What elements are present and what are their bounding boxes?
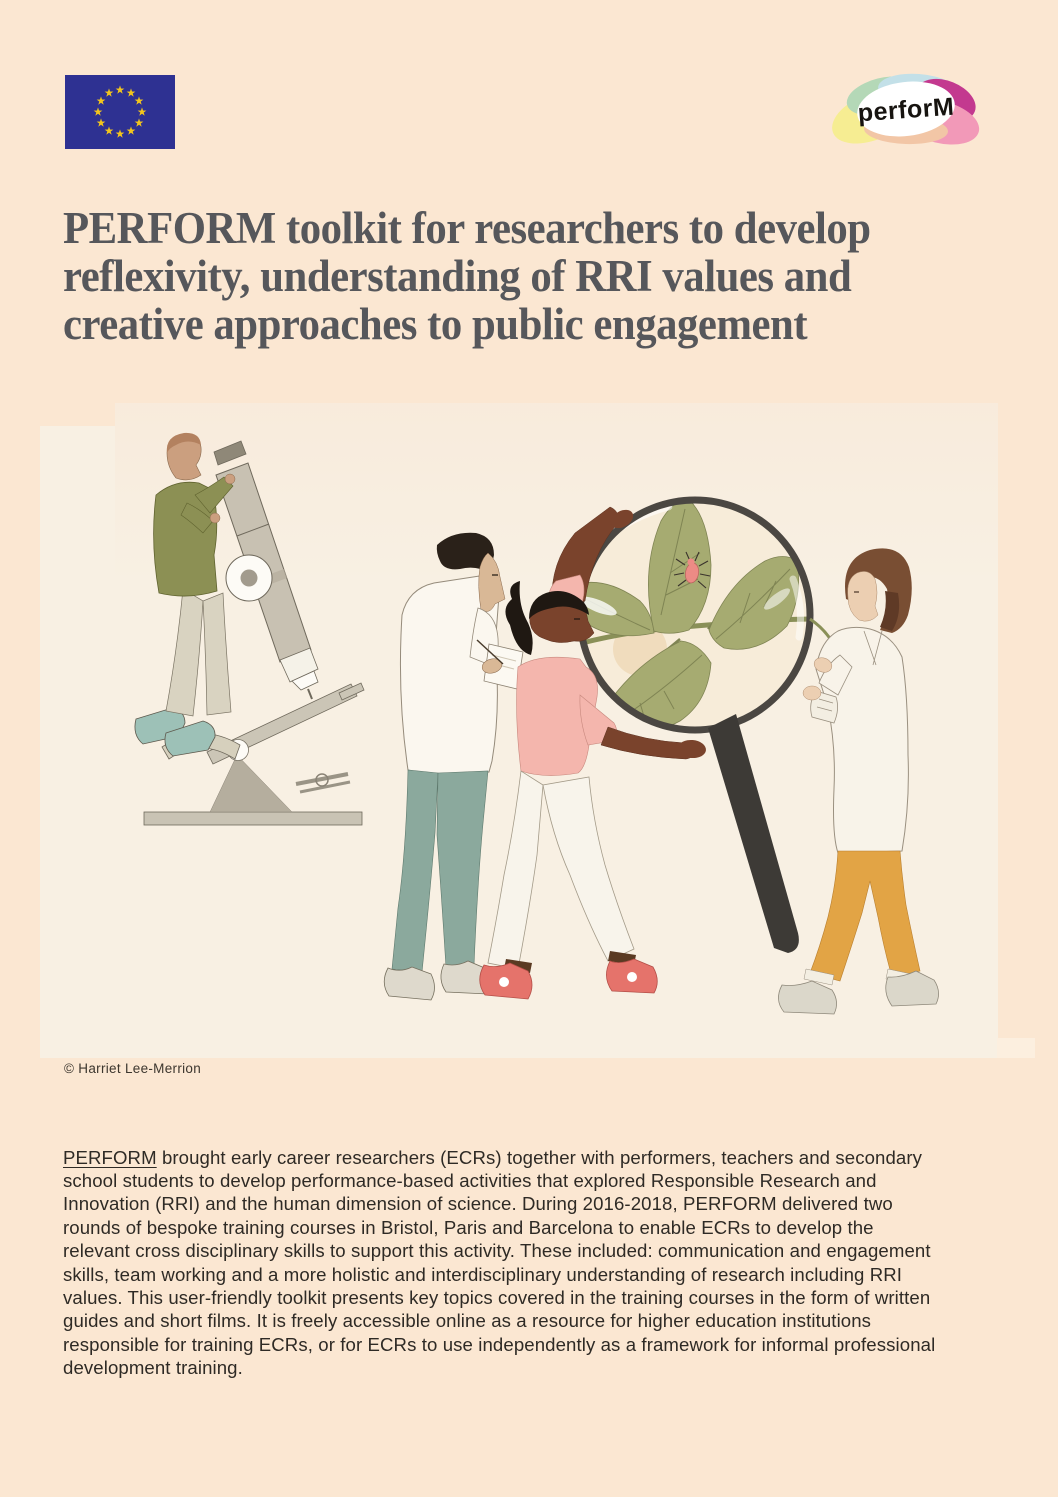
body-paragraph	[63, 1146, 943, 1380]
perform-logo	[826, 70, 986, 148]
title-line-2: reflexivity, understanding of RRI values and	[63, 251, 852, 301]
image-credit: © Harriet Lee-Merrion	[64, 1061, 202, 1076]
eu-flag-icon	[65, 75, 175, 149]
perform-link[interactable]: PERFORM	[63, 1146, 157, 1168]
page-title	[63, 204, 871, 348]
title-line-1: PERFORM toolkit for researchers to develop	[63, 203, 871, 253]
scan-edge-patch	[997, 1038, 1035, 1058]
title-line-3: creative approaches to public engagement	[63, 299, 808, 349]
researchers-illustration	[40, 403, 998, 1058]
perform-logo-text: perforM	[856, 92, 956, 128]
body-paragraph-text: brought early career researchers (ECRs) together with performers, teachers and secondary school students to develop performance-based activities that explored Responsible Research and Innovation (RRI) and the human dimension of science. During 2016-2018, PERFORM delivered two rounds of bespoke training courses in Bristol, Paris and Barcelona to enable ECRs to develop the relevant cross disciplinary skills to support this activity. These included: communication and engagement skills, team working and a more holistic and interdisciplinary understanding of research including RRI values. This user-friendly toolkit presents key topics covered in the training courses in the form of written guides and short films. It is freely accessible online as a resource for higher education institutions responsible for training ECRs, or for ECRs to use independently as a framework for informal professional development training.	[63, 1146, 936, 1379]
